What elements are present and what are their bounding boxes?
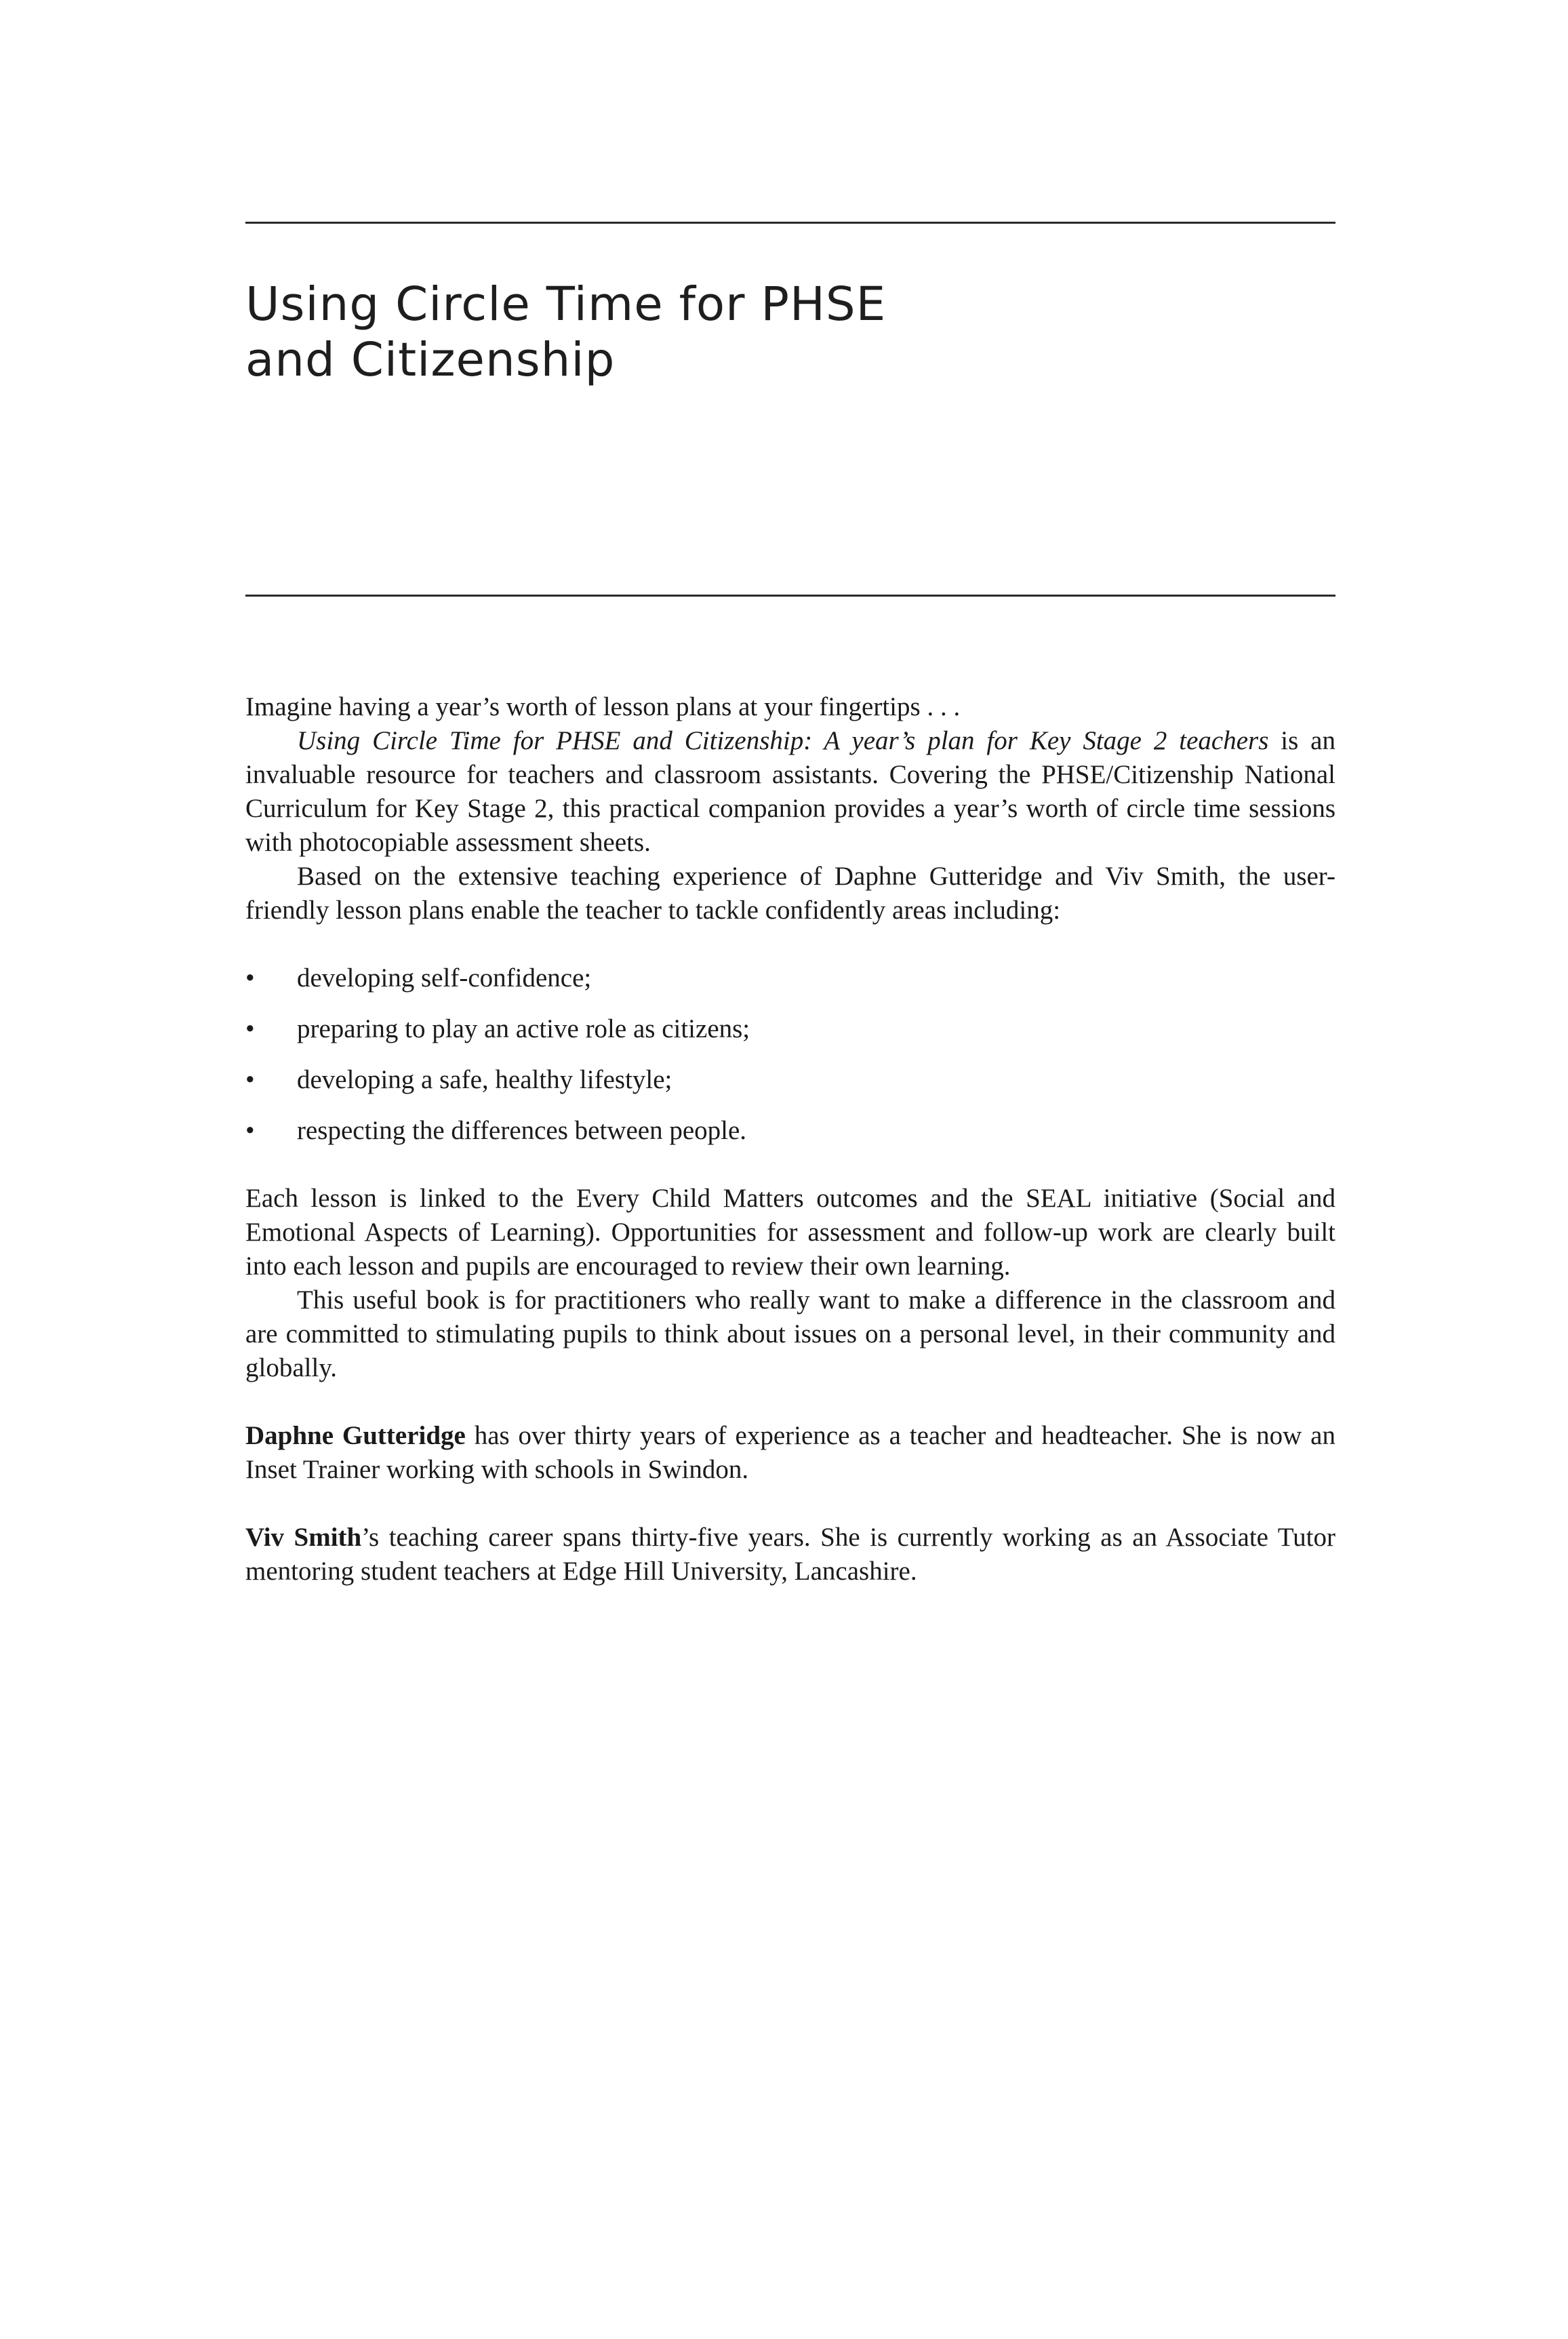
author-bio-smith <box>245 1521 1335 1588</box>
title-line-1: Using Circle Time for PHSE <box>245 277 887 332</box>
blurb-body <box>245 690 1335 1588</box>
audience-paragraph: This useful book is for practitioners who really want to make a difference in the classroom and are committed to stimulating pupils to think about issues on a personal level, in their community and globally. <box>245 1285 1335 1382</box>
list-item <box>245 1012 1335 1046</box>
author-name: Viv Smith <box>245 1523 362 1552</box>
title-line-2: and Citizenship <box>245 333 616 387</box>
author-bio-gutteridge <box>245 1419 1335 1487</box>
top-rule <box>245 222 1335 224</box>
list-item <box>245 1114 1335 1148</box>
intro-paragraph-2-text: is an invaluable resource for teachers and classroom assistants. Covering the PHSE/Citizenship National Curriculum for Key Stage 2, this practical companion provides a year’s worth of circle time sessions with photocopiable assessment sheets. <box>245 726 1335 857</box>
topic-list <box>245 961 1335 1148</box>
book-full-title: Using Circle Time for PHSE and Citizenship: A year’s plan for Key Stage 2 teachers <box>297 726 1269 755</box>
list-item-text: preparing to play an active role as citizens; <box>297 1014 750 1043</box>
list-item-text: respecting the differences between people. <box>297 1116 747 1145</box>
intro-paragraph-2 <box>245 724 1335 860</box>
author-name: Daphne Gutteridge <box>245 1421 466 1450</box>
list-item <box>245 961 1335 995</box>
intro-paragraph-1: Imagine having a year’s worth of lesson plans at your fingertips . . . <box>245 692 961 721</box>
book-title <box>245 277 1262 388</box>
list-item-text: developing self-confidence; <box>297 963 592 993</box>
bottom-rule <box>245 595 1335 597</box>
author-bio-text: ’s teaching career spans thirty-five years. She is currently working as an Associate Tutor mentoring student teachers at Edge Hill University, Lancashire. <box>245 1523 1335 1586</box>
intro-paragraph-3: Based on the extensive teaching experience of Daphne Gutteridge and Viv Smith, the user-friendly lesson plans enable the teacher to tackle confidently areas including: <box>245 862 1335 925</box>
spacer <box>245 927 1335 961</box>
bullet-icon: • <box>245 1065 255 1094</box>
spacer <box>245 1385 1335 1419</box>
lesson-paragraph: Each lesson is linked to the Every Child Matters outcomes and the SEAL initiative (Social and Emotional Aspects of Learning). Opportunities for assessment and follow-up work are clearly built into each lesson and pupils are encouraged to review their own learning. <box>245 1184 1335 1281</box>
bullet-icon: • <box>245 1014 255 1043</box>
list-item <box>245 1063 1335 1097</box>
bullet-icon: • <box>245 963 255 993</box>
spacer <box>245 1487 1335 1521</box>
author-bio-text: has over thirty years of experience as a teacher and headteacher. She is now an Inset Trainer working with schools in Swindon. <box>245 1421 1335 1484</box>
bullet-icon: • <box>245 1116 255 1145</box>
list-item-text: developing a safe, healthy lifestyle; <box>297 1065 672 1094</box>
spacer <box>245 1148 1335 1182</box>
